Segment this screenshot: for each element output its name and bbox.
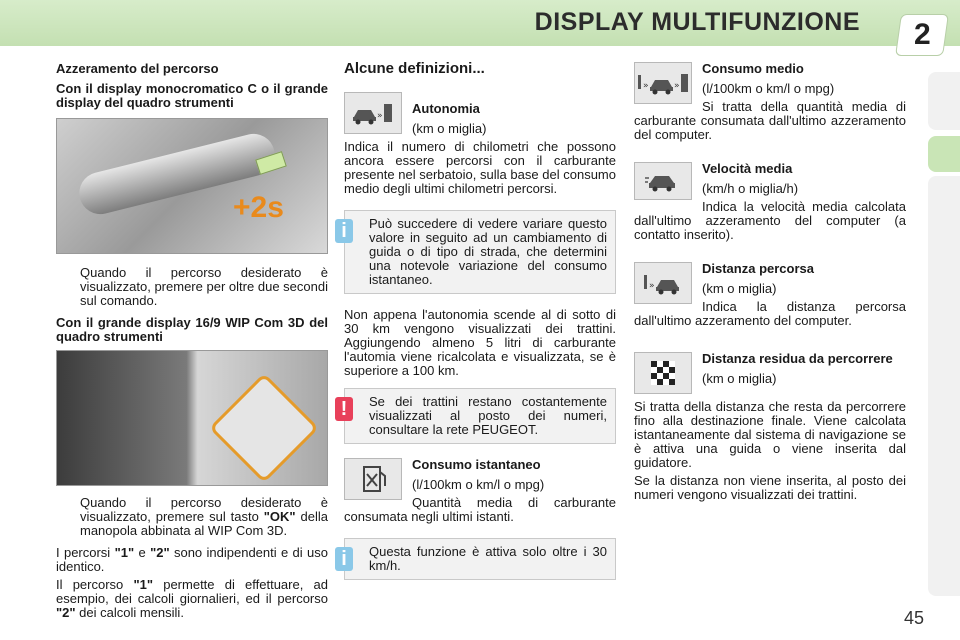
average-consumption-icon [634,62,692,104]
svg-text:»: » [643,81,649,91]
page-title: DISPLAY MULTIFUNZIONE [534,8,860,36]
mono-display-heading: Con il display monocromatico C o il grande display del quadro strumenti [56,81,328,110]
left-column [56,62,328,624]
wip-knob [209,373,319,483]
average-speed-icon [634,162,692,200]
svg-text:»: » [377,111,383,121]
instant-consumption-title: Consumo istantaneo [412,457,541,472]
warning-note: ! Se dei trattini restano costantemente visualizzati al posto dei numeri, consultare la rete PEUGEOT. [344,388,616,444]
range-dashes-paragraph: Non appena l'autonomia scende al di sotto di 30 km vengono visualizzati dei trattini. Aggiungendo almeno 5 litri di carburante l'automia viene ricalcolata e visualizzata, se è superiore a 100 km. [344,307,616,378]
side-tab [928,72,960,130]
instant-consumption-icon [344,458,402,500]
average-consumption-unit: (l/100km o km/l o mpg) [702,81,835,96]
instant-consumption-description: Quantità media di carburante consumata negli ultimi istanti. [344,495,616,524]
wip-display-heading: Con il grande display 16/9 WIP Com 3D del quadro strumenti [56,315,328,344]
average-speed-description: Indica la velocità media calcolata dall'ultimo azzeramento del computer (a contatto inserito). [634,199,906,242]
info-icon: i [335,219,353,243]
range-title: Autonomia [412,101,480,116]
info-icon: i [335,547,353,571]
trips-paragraph: I percorsi "1" e "2" sono indipendenti e di uso identico. [56,545,328,574]
average-speed-unit: (km/h o miglia/h) [702,181,799,196]
bullet-icon [56,266,74,308]
press-duration-badge: +2s [233,191,284,224]
middle-column [340,60,616,594]
average-consumption-description: Si tratta della quantità media di carburante consumata dall'ultimo azzeramento del computer. [634,99,906,142]
svg-text:»: » [649,281,655,291]
remaining-distance-unit: (km o miglia) [702,371,777,386]
wip-knob-photo [56,350,328,486]
remaining-distance-paragraph: Si tratta della distanza che resta da percorrere fino alla destinazione finale. Viene calcolata istantaneamente dal sistema di navigazione se è attiva una guida o viene inserita dal guidatore. [634,399,906,470]
svg-text:»: » [674,81,680,91]
distance-travelled-unit: (km o miglia) [702,281,777,296]
page-header [0,0,960,51]
side-tab-active [928,136,960,172]
remaining-distance-dashes: Se la distanza non viene inserita, al posto dei numeri vengono visualizzati dei trattini. [634,473,906,502]
info-note: i Può succedere di vedere variare questo valore in seguito ad un cambiamento di guida o di tipo di strada, che determini una notevole variazione del consumo istantaneo. [344,210,616,294]
average-speed-title: Velocità media [702,161,793,176]
instant-consumption-unit: (l/100km o km/l o mpg) [412,477,545,492]
remaining-distance-title: Distanza residua da percorrere [702,351,893,366]
list-item: Quando il percorso desiderato è visualizzato, premere per oltre due secondi sul comando. [56,266,328,308]
page-number: 45 [904,608,925,628]
right-column [634,62,906,506]
distance-travelled-title: Distanza percorsa [702,261,814,276]
bullet-icon [56,496,74,538]
range-icon [344,92,402,134]
distance-travelled-description: Indica la distanza percorsa dall'ultimo azzeramento del computer. [634,299,906,328]
chapter-badge: 2 [895,14,949,56]
trip-usage-paragraph: Il percorso "1" permette di effettuare, ad esempio, dei calcoli giornalieri, ed il percorso "2" dei calcoli mensili. [56,577,328,620]
definitions-heading: Alcune definizioni... [344,60,485,77]
reset-heading: Azzeramento del percorso [56,61,219,76]
info-note: i Questa funzione è attiva solo oltre i 30 km/h. [344,538,616,580]
checkered-flag-icon [634,352,692,394]
list-item: Quando il percorso desiderato è visualizzato, premere sul tasto "OK" della manopola abbinata al WIP Com 3D. [56,496,328,538]
stalk-control-photo [56,118,328,254]
distance-travelled-icon [634,262,692,304]
range-unit: (km o miglia) [412,121,487,136]
average-consumption-title: Consumo medio [702,61,804,76]
range-description: Indica il numero di chilometri che possono ancora essere percorsi con il carburante presente nel serbatoio, sulla base del consumo medio degli ultimi chilometri percorsi. [344,139,616,196]
side-tab [928,176,960,596]
warning-icon: ! [335,397,353,421]
